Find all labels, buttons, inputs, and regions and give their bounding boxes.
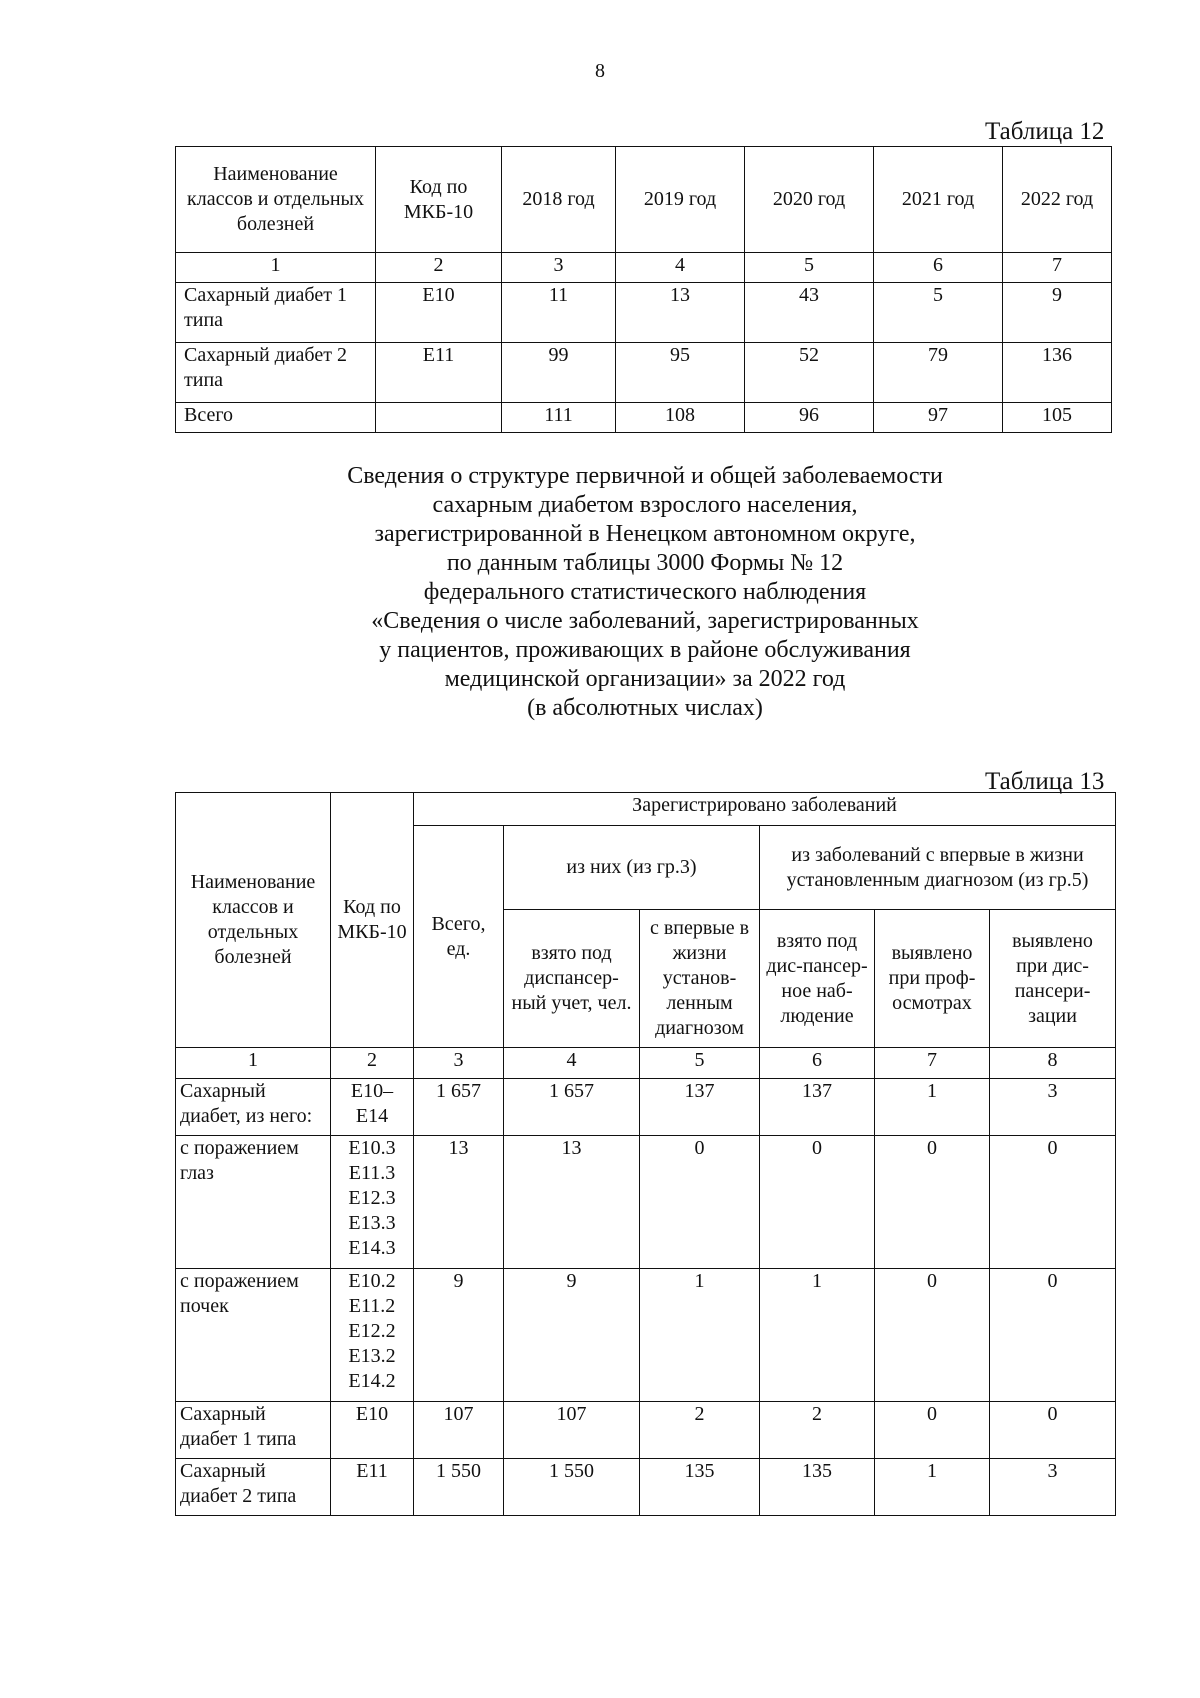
t13-colnum: 8 (990, 1048, 1116, 1079)
cell-2022: 9 (1003, 283, 1112, 343)
cell-col7: 1 (875, 1459, 990, 1516)
code-line: E12.3 (348, 1187, 396, 1209)
row-name: Сахарный диабет 2 типа (176, 1459, 331, 1516)
row-code: E10 (376, 283, 502, 343)
t13-colnum: 1 (176, 1048, 331, 1079)
cell-col6: 1 (760, 1269, 875, 1402)
cell-col8: 3 (990, 1079, 1116, 1136)
cell-2018: 11 (502, 283, 616, 343)
cell-2022: 105 (1003, 403, 1112, 433)
code-line: E10.3 (348, 1137, 396, 1159)
t13-header-col7: выявлено при проф-осмотрах (875, 910, 990, 1048)
t13-colnum: 3 (414, 1048, 504, 1079)
row-name: с поражением глаз (176, 1136, 331, 1269)
row-name: Сахарный диабет 1 типа (176, 283, 376, 343)
table-row (176, 1136, 1116, 1269)
cell-2020: 52 (745, 343, 874, 403)
heading-line: «Сведения о числе заболеваний, зарегистрированных (371, 608, 919, 634)
cell-col7: 1 (875, 1079, 990, 1136)
table-12-header-row (176, 147, 1112, 253)
cell-col6: 2 (760, 1402, 875, 1459)
t12-colnum: 2 (376, 253, 502, 283)
cell-2020: 43 (745, 283, 874, 343)
cell-col6: 0 (760, 1136, 875, 1269)
code-line: E11.3 (348, 1162, 396, 1184)
row-name: с поражением почек (176, 1269, 331, 1402)
section-heading (200, 462, 1090, 723)
t13-colnum: 7 (875, 1048, 990, 1079)
page-number: 8 (595, 60, 605, 82)
heading-line: Сведения о структуре первичной и общей заболеваемости (347, 463, 943, 489)
t12-colnum: 4 (616, 253, 745, 283)
cell-2018: 99 (502, 343, 616, 403)
t12-column-numbers (176, 253, 1112, 283)
table-row (176, 1459, 1116, 1516)
row-codes (331, 1136, 414, 1269)
t13-colnum: 5 (640, 1048, 760, 1079)
code-line: E12.2 (348, 1320, 396, 1342)
heading-line: медицинской организации» за 2022 год (444, 666, 846, 692)
heading-line: (в абсолютных числах) (527, 695, 763, 721)
table-row (176, 1402, 1116, 1459)
cell-2019: 13 (616, 283, 745, 343)
cell-2021: 79 (874, 343, 1003, 403)
table-row (176, 1079, 1116, 1136)
t12-header-2020: 2020 год (745, 147, 874, 253)
code-line: E11.2 (348, 1295, 396, 1317)
table-row (176, 283, 1112, 343)
t13-header-group-b: из заболеваний с впервые в жизни установленным диагнозом (из гр.5) (760, 826, 1116, 910)
t12-header-2021: 2021 год (874, 147, 1003, 253)
cell-col4: 107 (504, 1402, 640, 1459)
cell-col8: 0 (990, 1269, 1116, 1402)
t12-colnum: 5 (745, 253, 874, 283)
cell-col6: 135 (760, 1459, 875, 1516)
t12-colnum: 3 (502, 253, 616, 283)
t13-header-col5: с впервые в жизни установ-ленным диагнозом (640, 910, 760, 1048)
cell-col7: 0 (875, 1402, 990, 1459)
t13-header-col6: взято под дис-пансер-ное наб-людение (760, 910, 875, 1048)
row-codes (331, 1269, 414, 1402)
cell-2021: 97 (874, 403, 1003, 433)
t12-colnum: 7 (1003, 253, 1112, 283)
row-code: E11 (331, 1459, 414, 1516)
t13-header-code: Код по МКБ-10 (331, 793, 414, 1048)
row-name: Всего (176, 403, 376, 433)
row-code: E11 (376, 343, 502, 403)
cell-col5: 1 (640, 1269, 760, 1402)
cell-col7: 0 (875, 1269, 990, 1402)
t13-colnum: 4 (504, 1048, 640, 1079)
cell-col5: 0 (640, 1136, 760, 1269)
cell-col4: 13 (504, 1136, 640, 1269)
cell-col7: 0 (875, 1136, 990, 1269)
heading-line: сахарным диабетом взрослого населения, (432, 492, 858, 518)
heading-line: федерального статистического наблюдения (423, 579, 867, 605)
t12-header-name: Наименование классов и отдельных болезней (176, 147, 376, 253)
row-code: E10 (331, 1402, 414, 1459)
cell-col8: 3 (990, 1459, 1116, 1516)
cell-col4: 9 (504, 1269, 640, 1402)
table-row (176, 343, 1112, 403)
t12-header-2018: 2018 год (502, 147, 616, 253)
cell-col5: 137 (640, 1079, 760, 1136)
cell-col8: 0 (990, 1402, 1116, 1459)
t13-colnum: 6 (760, 1048, 875, 1079)
t13-header-col4: взято под диспансер-ный учет, чел. (504, 910, 640, 1048)
t12-header-2019: 2019 год (616, 147, 745, 253)
cell-col6: 137 (760, 1079, 875, 1136)
code-line: E10.2 (348, 1270, 396, 1292)
t13-colnum: 2 (331, 1048, 414, 1079)
t12-header-2022: 2022 год (1003, 147, 1112, 253)
heading-line: у пациентов, проживающих в районе обслуживания (379, 637, 911, 663)
t13-header-name: Наименование классов и отдельных болезней (176, 793, 331, 1048)
code-line: E14.3 (348, 1237, 396, 1259)
t13-header-col8: выявлено при дис-пансери-зации (990, 910, 1116, 1048)
row-code: E10–E14 (331, 1079, 414, 1136)
t12-colnum: 6 (874, 253, 1003, 283)
t13-column-numbers (176, 1048, 1116, 1079)
row-code (376, 403, 502, 433)
cell-total: 13 (414, 1136, 504, 1269)
cell-col5: 135 (640, 1459, 760, 1516)
t13-header-registered: Зарегистрировано заболеваний (414, 793, 1116, 826)
t13-header-group-a: из них (из гр.3) (504, 826, 760, 910)
cell-2022: 136 (1003, 343, 1112, 403)
table-13 (175, 792, 1116, 1516)
code-line: E13.2 (348, 1345, 396, 1367)
heading-line: по данным таблицы 3000 Формы № 12 (446, 550, 844, 576)
heading-line: зарегистрированной в Ненецком автономном округе, (374, 521, 916, 547)
cell-total: 9 (414, 1269, 504, 1402)
table-12-caption: Таблица 12 (985, 118, 1105, 145)
cell-total: 107 (414, 1402, 504, 1459)
cell-col4: 1 550 (504, 1459, 640, 1516)
code-line: E13.3 (348, 1212, 396, 1234)
cell-2019: 108 (616, 403, 745, 433)
cell-2021: 5 (874, 283, 1003, 343)
t13-header-row-1 (176, 793, 1116, 826)
table-13-caption: Таблица 13 (985, 768, 1105, 795)
cell-2020: 96 (745, 403, 874, 433)
cell-col4: 1 657 (504, 1079, 640, 1136)
t12-colnum: 1 (176, 253, 376, 283)
code-line: E14.2 (348, 1370, 396, 1392)
cell-2019: 95 (616, 343, 745, 403)
table-row (176, 1269, 1116, 1402)
cell-col8: 0 (990, 1136, 1116, 1269)
table-row-total (176, 403, 1112, 433)
cell-2018: 111 (502, 403, 616, 433)
t12-header-code: Код по МКБ-10 (376, 147, 502, 253)
cell-col5: 2 (640, 1402, 760, 1459)
table-12 (175, 146, 1112, 433)
cell-total: 1 550 (414, 1459, 504, 1516)
row-name: Сахарный диабет 1 типа (176, 1402, 331, 1459)
row-name: Сахарный диабет, из него: (176, 1079, 331, 1136)
row-name: Сахарный диабет 2 типа (176, 343, 376, 403)
cell-total: 1 657 (414, 1079, 504, 1136)
t13-header-total: Всего, ед. (414, 826, 504, 1048)
